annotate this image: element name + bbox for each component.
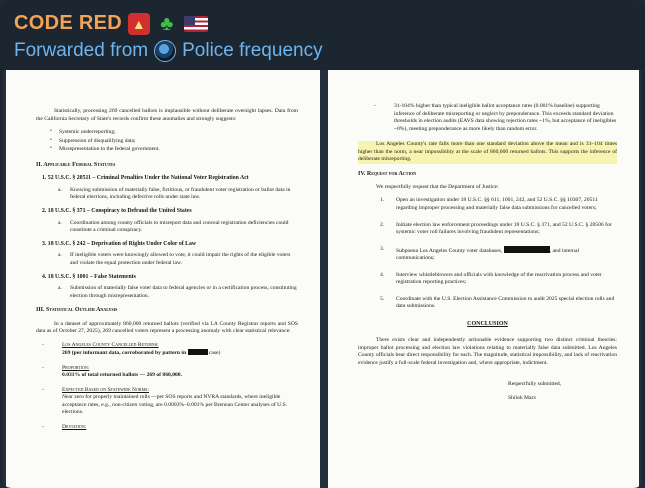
sub-text: If ineligible voters were knowingly allowed to vote, it could impair the rights of the eligible voters and violate the equal protection under federal law.	[70, 252, 291, 266]
request-item	[358, 197, 617, 212]
channel-title[interactable]	[14, 12, 631, 35]
statute-title: 4. 18 U.S.C. § 1001 – False Statements	[42, 273, 136, 280]
analysis-item	[36, 342, 298, 358]
request-item	[358, 246, 617, 263]
request-text: Interview whistleblowers and officials with knowledge of the reactivation process and voter registration reporting practices;	[395, 271, 602, 286]
analysis-item	[36, 424, 298, 432]
request-text: Coordinate with the U.S. Election Assistance Commission to audit 2025 special election rolls and data submissions.	[395, 295, 615, 310]
request-number: 1.	[379, 197, 385, 204]
request-text-a: Subpoena Los Angeles County voter databases,	[395, 247, 503, 254]
deviation-text: 31-104% higher than typical ineligible ballot acceptance rates (0.001% baseline) supporting inference of deliberate misreporting or neglect by preponderance. This exceeds standard deviation thresholds in election audits (EAVS data showing rejection rates ~1%, but acceptance of ineligibles ~0%), meeting preponderance as more likely than random error.	[393, 103, 617, 132]
request-number: 3.	[379, 245, 385, 252]
statute-detail	[58, 285, 298, 300]
request-number: 5.	[379, 295, 385, 302]
sub-letter: a.	[58, 252, 62, 259]
us-flag-icon	[184, 16, 208, 32]
list-item: • Suppression of disqualifying data;	[50, 138, 298, 146]
forwarded-from[interactable]	[14, 40, 631, 62]
dash: -	[42, 364, 44, 371]
list-item: • Misrepresentation to the federal government.	[50, 146, 298, 154]
shamrock-icon: ♣	[160, 12, 174, 35]
analysis-item	[36, 387, 298, 417]
statute-detail	[58, 187, 298, 202]
request-intro: We respectfully request that the Department of Justice:	[375, 183, 499, 190]
statute-title: 3. 18 U.S.C. § 242 – Deprivation of Rights Under Color of Law	[42, 240, 197, 247]
message-header	[14, 12, 631, 62]
item-text	[62, 349, 298, 358]
request-number: 2.	[379, 221, 385, 228]
findings-list	[50, 129, 298, 154]
document-page-left[interactable]	[6, 70, 320, 488]
sub-text: Coordination among county officials to misreport data and conceal registration deficiencies could constitute a criminal conspiracy.	[70, 219, 289, 234]
sub-letter: a.	[58, 219, 62, 226]
request-text: Initiate election law enforcement proceedings under 18 U.S.C. § 371, and 52 U.S.C. § 20506 for systemic voter roll failures involving fraudulent representations;	[395, 221, 612, 236]
forwarded-label: Forwarded from	[14, 40, 149, 61]
sub-text: Knowing submission of materially false, fictitious, or fraudulent voter registration or ballot data in federal elections, including defective rolls under state law.	[70, 186, 291, 201]
analysis-item	[36, 365, 298, 380]
list-item: • Systemic underreporting;	[50, 129, 298, 137]
intro-paragraph: Statistically, processing 269 cancelled ballots is implausible without deliberate oversight lapses. Data from the California Secretary of State's records confirm these anomalies and strongly suggests:	[36, 108, 298, 122]
item-text: 0.031% of total returned ballots — 269 of 860,000.	[62, 372, 183, 379]
analysis-intro: In a dataset of approximately 860,000 returned ballots (verified via LA County Registrar reports and SOS data as of October 27, 2025), 269 cancelled voters represent a processing anomaly with clear statistical relevance:	[36, 320, 298, 335]
section-heading: IV. Request for Action	[357, 170, 416, 177]
statute-detail	[58, 220, 298, 235]
redaction-bar	[504, 246, 550, 253]
request-text: Open an investigation under 18 U.S.C. §§ 611, 1001, 242, and 52 U.S.C. §§ 10307, 20511 regarding improper processing and materially false data submissions for cancelled voters;	[395, 197, 598, 212]
section-heading: III. Statistical Outlier Analysis	[36, 307, 118, 314]
item-label: Proportion:	[62, 364, 90, 371]
signature-name: Shiloh Marx	[507, 394, 537, 401]
item-text: Near zero for properly maintained rolls —per SOS reports and NVRA standards, where ineligible acceptance rates, e.g., non-citizen voting, are 0.0003%–0.001% per Brennan Center analyses of U.S. elections.	[62, 394, 288, 416]
item-text-b: case)	[208, 350, 221, 357]
forwarded-source[interactable]: Police frequency	[182, 40, 323, 61]
request-item	[358, 222, 617, 237]
request-text-b: , and internal communications;	[395, 247, 580, 262]
sub-letter: a.	[58, 285, 62, 292]
siren-icon: ▲	[128, 13, 150, 35]
request-number: 4.	[379, 271, 385, 278]
item-label: Los Angeles County Cancelled Returns:	[62, 341, 159, 348]
document-page-right[interactable]	[328, 70, 639, 488]
item-label: Deviation:	[62, 424, 87, 431]
conclusion-heading: CONCLUSION	[467, 320, 508, 327]
dash: -	[42, 424, 44, 431]
sub-letter: a.	[58, 186, 62, 193]
section-heading: II. Applicable Federal Statutes	[36, 161, 116, 168]
redaction-bar	[188, 349, 208, 355]
item-label: Expected Based on Statewide Norms:	[62, 386, 149, 393]
dash: -	[373, 103, 376, 109]
sub-text: Submission of materially false voter data to federal agencies or in a certification process, constituting election through misrepresentation.	[70, 285, 297, 299]
request-item	[358, 296, 617, 311]
conclusion-paragraph: There exists clear and independently actionable evidence supporting two distinct criminal theories: improper ballot processing and election law violations relating to materially false data submitted. Los Angeles County officials bear direct responsibility for each. The magnitude, statistical impossibility, and lack of reactivation evidence justify a full-scale federal investigation and, where appropriate, indictment.	[357, 337, 617, 366]
source-avatar-icon[interactable]	[154, 40, 176, 62]
dash: -	[42, 386, 44, 393]
deviation-item	[358, 103, 617, 133]
highlighted-paragraph: Los Angeles County's rate falls more than one standard deviation above the mean and is 31–104 times higher than the norm, a near impossibility at the scale of 860,000 returned ballots. This supports the inference of deliberate misreporting.	[357, 141, 617, 163]
statute-title: 2. 18 U.S.C. § 371 – Conspiracy to Defraud the United States	[42, 207, 192, 214]
channel-name[interactable]: CODE RED	[14, 12, 122, 34]
dash: -	[42, 341, 44, 348]
closing-line: Respectfully submitted,	[507, 381, 562, 388]
request-item	[358, 272, 617, 287]
statute-detail	[58, 252, 298, 267]
media-album[interactable]	[3, 70, 642, 488]
statute-title: 1. 52 U.S.C. § 20511 – Criminal Penalties Under the National Voter Registration Act	[42, 174, 249, 181]
item-text-a: 269 (per informant data, corroborated by pattern in	[62, 350, 187, 357]
